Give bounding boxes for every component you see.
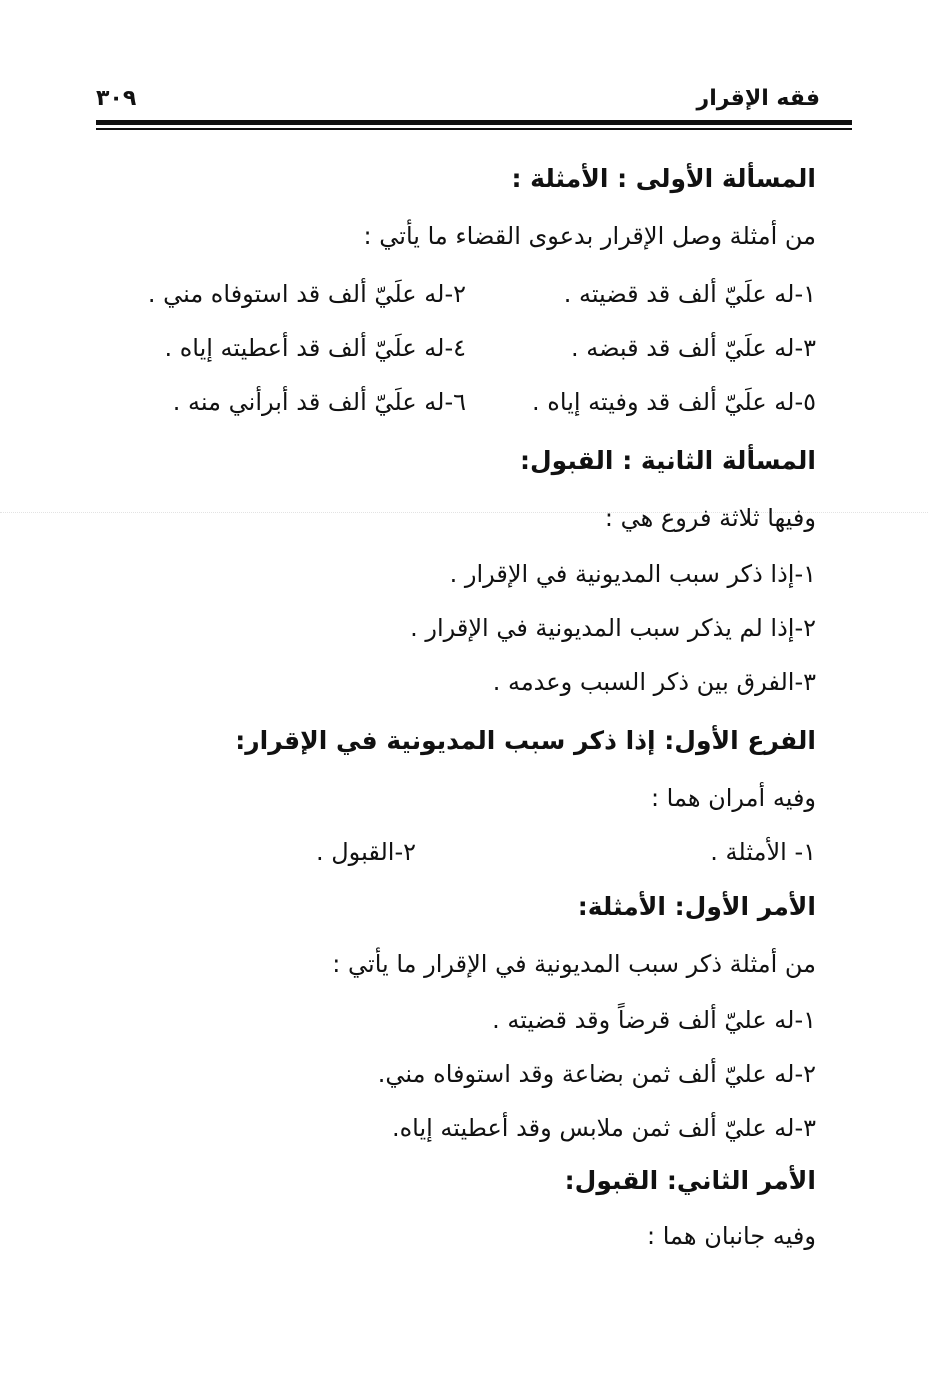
example-5: ٥-له علَيّ ألف قد وفيته إياه . (532, 388, 816, 416)
example-4: ٤-له علَيّ ألف قد أعطيته إياه . (164, 334, 466, 362)
section2-heading: المسألة الثانية : القبول: (519, 446, 816, 475)
running-header-title: فقه الإقرار (696, 86, 820, 111)
matter1-intro: من أمثلة ذكر سبب المديونية في الإقرار ما يأتي : (332, 950, 816, 978)
section2-intro: وفيها ثلاثة فروع هي : (604, 504, 816, 532)
matter1-heading: الأمر الأول: الأمثلة: (577, 892, 816, 921)
example-6: ٦-له علَيّ ألف قد أبرأني منه . (172, 388, 466, 416)
example-2: ٢-له علَيّ ألف قد استوفاه مني . (147, 280, 466, 308)
section1-intro: من أمثلة وصل الإقرار بدعوى القضاء ما يأتي : (363, 222, 816, 250)
section2-item-2: ٢-إذا لم يذكر سبب المديونية في الإقرار . (410, 614, 816, 642)
matter2-heading: الأمر الثاني: القبول: (564, 1166, 816, 1195)
matter1-example-1: ١-له عليّ ألف قرضاً وقد قضيته . (492, 1006, 816, 1034)
branch1-intro: وفيه أمران هما : (650, 784, 816, 812)
page-number: ٣٠٩ (96, 86, 137, 111)
section2-item-1: ١-إذا ذكر سبب المديونية في الإقرار . (449, 560, 816, 588)
matter1-example-2: ٢-له عليّ ألف ثمن بضاعة وقد استوفاه مني. (377, 1060, 816, 1088)
branch1-item-acceptance: ٢-القبول . (315, 838, 416, 866)
matter2-intro: وفيه جانبان هما : (647, 1222, 816, 1250)
matter1-example-3: ٣-له عليّ ألف ثمن ملابس وقد أعطيته إياه. (391, 1114, 816, 1142)
example-1: ١-له علَيّ ألف قد قضيته . (563, 280, 816, 308)
branch1-item-examples: ١- الأمثلة . (710, 838, 816, 866)
example-3: ٣-له علَيّ ألف قد قبضه . (570, 334, 816, 362)
section2-item-3: ٣-الفرق بين ذكر السبب وعدمه . (492, 668, 816, 696)
header-rule-thick (96, 120, 852, 125)
header-rule-thin (96, 128, 852, 130)
section1-heading: المسألة الأولى : الأمثلة : (511, 164, 816, 193)
branch1-heading: الفرع الأول: إذا ذكر سبب المديونية في الإقرار: (235, 726, 816, 755)
